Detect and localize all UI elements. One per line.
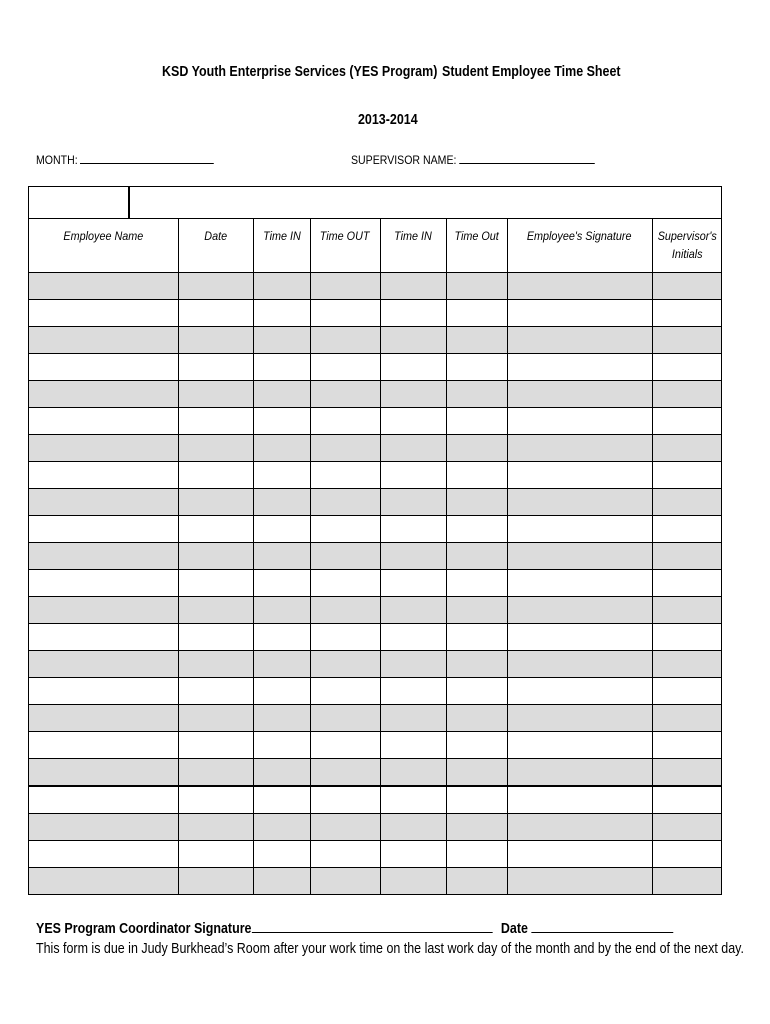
school-year: 2013-2014 <box>358 112 418 128</box>
entry-cell[interactable] <box>253 868 310 895</box>
entry-cell[interactable] <box>446 273 507 300</box>
entry-cell[interactable] <box>253 300 310 327</box>
entry-cell[interactable] <box>178 273 253 300</box>
due-date-note: This form is due in Judy Burkhead’s Room after your work time on the last work day of the month and by the end of the next day. <box>36 941 744 957</box>
entry-cell[interactable] <box>253 597 310 624</box>
entry-cell[interactable] <box>29 516 178 543</box>
entry-cell[interactable] <box>652 678 721 705</box>
table-row <box>29 381 721 408</box>
table-row <box>29 786 721 814</box>
table-row <box>29 327 721 354</box>
entry-cell[interactable] <box>507 273 652 300</box>
col-time-out-2: Time Out <box>446 219 507 273</box>
table-row <box>29 408 721 435</box>
entry-cell[interactable] <box>380 814 446 841</box>
entry-cell[interactable] <box>446 868 507 895</box>
entry-cell[interactable] <box>652 354 721 381</box>
entry-cell[interactable] <box>310 624 380 651</box>
entry-cell[interactable] <box>310 786 380 814</box>
entry-cell[interactable] <box>652 651 721 678</box>
entry-cell[interactable] <box>253 516 310 543</box>
entry-cell[interactable] <box>310 381 380 408</box>
entry-cell[interactable] <box>29 868 178 895</box>
col-employee-signature: Employee's Signature <box>507 219 652 273</box>
entry-cell[interactable] <box>178 651 253 678</box>
table-top-row <box>29 187 721 219</box>
entry-cell[interactable] <box>178 300 253 327</box>
entry-cell[interactable] <box>253 408 310 435</box>
entry-cell[interactable] <box>507 570 652 597</box>
entry-cell[interactable] <box>178 435 253 462</box>
table-row <box>29 732 721 759</box>
entry-cell[interactable] <box>310 300 380 327</box>
entry-cell[interactable] <box>29 354 178 381</box>
table-row <box>29 570 721 597</box>
entry-cell[interactable] <box>507 814 652 841</box>
entry-cell[interactable] <box>446 543 507 570</box>
entry-cell[interactable] <box>380 732 446 759</box>
entry-cell[interactable] <box>380 381 446 408</box>
table-row <box>29 516 721 543</box>
entry-cell[interactable] <box>446 705 507 732</box>
entry-cell[interactable] <box>178 705 253 732</box>
entry-cell[interactable] <box>29 300 178 327</box>
col-date: Date <box>178 219 253 273</box>
coordinator-signature-blank[interactable] <box>251 918 492 933</box>
entry-cell[interactable] <box>652 408 721 435</box>
entry-cell[interactable] <box>652 732 721 759</box>
entry-cell[interactable] <box>380 489 446 516</box>
col-employee-name: Employee Name <box>29 219 178 273</box>
entry-cell[interactable] <box>446 678 507 705</box>
entry-cell[interactable] <box>310 732 380 759</box>
month-blank-line[interactable] <box>80 152 214 164</box>
entry-cell[interactable] <box>652 705 721 732</box>
entry-cell[interactable] <box>253 841 310 868</box>
entry-cell[interactable] <box>380 786 446 814</box>
month-label: MONTH: <box>36 153 78 167</box>
entry-cell[interactable] <box>652 868 721 895</box>
entry-cell[interactable] <box>310 570 380 597</box>
entry-cell[interactable] <box>310 705 380 732</box>
entry-cell[interactable] <box>652 841 721 868</box>
entry-cell[interactable] <box>507 705 652 732</box>
entry-cell[interactable] <box>507 732 652 759</box>
entry-cell[interactable] <box>446 381 507 408</box>
table-row <box>29 597 721 624</box>
table-row <box>29 678 721 705</box>
entry-cell[interactable] <box>380 759 446 787</box>
entry-cell[interactable] <box>380 841 446 868</box>
table-row <box>29 759 721 787</box>
entry-cell[interactable] <box>380 597 446 624</box>
entry-cell[interactable] <box>310 814 380 841</box>
entry-cell[interactable] <box>446 327 507 354</box>
entry-cell[interactable] <box>446 570 507 597</box>
entry-cell[interactable] <box>253 381 310 408</box>
entry-cell[interactable] <box>253 273 310 300</box>
entry-cell[interactable] <box>446 597 507 624</box>
entry-cell[interactable] <box>380 354 446 381</box>
col-time-out-1: Time OUT <box>310 219 380 273</box>
table-row <box>29 435 721 462</box>
entry-cell[interactable] <box>178 327 253 354</box>
entry-cell[interactable] <box>380 516 446 543</box>
entry-cell[interactable] <box>507 651 652 678</box>
entry-cell[interactable] <box>380 435 446 462</box>
entry-cell[interactable] <box>652 814 721 841</box>
table-row <box>29 624 721 651</box>
entry-cell[interactable] <box>652 786 721 814</box>
entry-cell[interactable] <box>253 814 310 841</box>
entry-cell[interactable] <box>652 597 721 624</box>
entry-cell[interactable] <box>380 570 446 597</box>
entry-cell[interactable] <box>507 489 652 516</box>
entry-cell[interactable] <box>507 300 652 327</box>
entry-cell[interactable] <box>310 273 380 300</box>
entry-cell[interactable] <box>652 489 721 516</box>
entry-cell[interactable] <box>446 435 507 462</box>
date-blank[interactable] <box>531 918 673 933</box>
entry-cell[interactable] <box>507 354 652 381</box>
entry-cell[interactable] <box>29 381 178 408</box>
entry-cell[interactable] <box>29 624 178 651</box>
entry-cell[interactable] <box>380 868 446 895</box>
entry-cell[interactable] <box>310 597 380 624</box>
timesheet-rows <box>29 273 721 895</box>
table-row <box>29 868 721 895</box>
entry-cell[interactable] <box>652 624 721 651</box>
table-row <box>29 814 721 841</box>
entry-cell[interactable] <box>507 516 652 543</box>
entry-cell[interactable] <box>652 759 721 787</box>
date-label: Date <box>500 921 528 937</box>
entry-cell[interactable] <box>310 435 380 462</box>
entry-cell[interactable] <box>178 408 253 435</box>
table-row <box>29 462 721 489</box>
entry-cell[interactable] <box>29 705 178 732</box>
entry-cell[interactable] <box>446 786 507 814</box>
entry-cell[interactable] <box>310 354 380 381</box>
entry-cell[interactable] <box>507 759 652 787</box>
entry-cell[interactable] <box>178 489 253 516</box>
entry-cell[interactable] <box>446 759 507 787</box>
entry-cell[interactable] <box>253 354 310 381</box>
entry-cell[interactable] <box>380 273 446 300</box>
entry-cell[interactable] <box>29 435 178 462</box>
supervisor-name-blank-line[interactable] <box>459 152 595 164</box>
entry-cell[interactable] <box>29 841 178 868</box>
entry-cell[interactable] <box>178 570 253 597</box>
entry-cell[interactable] <box>380 705 446 732</box>
coordinator-signature-line[interactable] <box>36 918 673 937</box>
entry-cell[interactable] <box>507 327 652 354</box>
entry-cell[interactable] <box>29 543 178 570</box>
entry-cell[interactable] <box>380 300 446 327</box>
entry-cell[interactable] <box>178 814 253 841</box>
entry-cell[interactable] <box>446 408 507 435</box>
entry-cell[interactable] <box>652 435 721 462</box>
entry-cell[interactable] <box>652 327 721 354</box>
entry-cell[interactable] <box>507 597 652 624</box>
timesheet-grid <box>29 219 721 894</box>
entry-cell[interactable] <box>29 489 178 516</box>
entry-cell[interactable] <box>253 543 310 570</box>
entry-cell[interactable] <box>310 543 380 570</box>
entry-cell[interactable] <box>178 543 253 570</box>
entry-cell[interactable] <box>253 327 310 354</box>
entry-cell[interactable] <box>178 516 253 543</box>
entry-cell[interactable] <box>178 759 253 787</box>
entry-cell[interactable] <box>178 624 253 651</box>
entry-cell[interactable] <box>253 435 310 462</box>
entry-cell[interactable] <box>310 651 380 678</box>
col-supervisor-initials: Supervisor's Initials <box>652 219 721 273</box>
entry-cell[interactable] <box>446 354 507 381</box>
entry-cell[interactable] <box>380 651 446 678</box>
entry-cell[interactable] <box>310 759 380 787</box>
entry-cell[interactable] <box>446 814 507 841</box>
entry-cell[interactable] <box>310 489 380 516</box>
entry-cell[interactable] <box>310 408 380 435</box>
entry-cell[interactable] <box>652 300 721 327</box>
entry-cell[interactable] <box>178 868 253 895</box>
entry-cell[interactable] <box>253 462 310 489</box>
entry-cell[interactable] <box>253 624 310 651</box>
entry-cell[interactable] <box>652 516 721 543</box>
entry-cell[interactable] <box>29 408 178 435</box>
entry-cell[interactable] <box>507 868 652 895</box>
entry-cell[interactable] <box>178 678 253 705</box>
entry-cell[interactable] <box>652 273 721 300</box>
entry-cell[interactable] <box>652 570 721 597</box>
entry-cell[interactable] <box>178 597 253 624</box>
entry-cell[interactable] <box>310 868 380 895</box>
entry-cell[interactable] <box>29 786 178 814</box>
entry-cell[interactable] <box>253 651 310 678</box>
table-row <box>29 651 721 678</box>
column-header-row <box>29 219 721 273</box>
entry-cell[interactable] <box>29 651 178 678</box>
entry-cell[interactable] <box>446 841 507 868</box>
entry-cell[interactable] <box>253 759 310 787</box>
table-row <box>29 841 721 868</box>
entry-cell[interactable] <box>310 516 380 543</box>
entry-cell[interactable] <box>380 462 446 489</box>
entry-cell[interactable] <box>178 354 253 381</box>
supervisor-name-label: SUPERVISOR NAME: <box>351 153 457 167</box>
entry-cell[interactable] <box>446 516 507 543</box>
entry-cell[interactable] <box>178 381 253 408</box>
entry-cell[interactable] <box>253 732 310 759</box>
table-row <box>29 354 721 381</box>
entry-cell[interactable] <box>253 705 310 732</box>
entry-cell[interactable] <box>652 543 721 570</box>
table-row <box>29 489 721 516</box>
entry-cell[interactable] <box>29 678 178 705</box>
entry-cell[interactable] <box>380 624 446 651</box>
entry-cell[interactable] <box>253 489 310 516</box>
entry-cell[interactable] <box>29 570 178 597</box>
table-row <box>29 273 721 300</box>
entry-cell[interactable] <box>29 273 178 300</box>
entry-cell[interactable] <box>380 678 446 705</box>
entry-cell[interactable] <box>29 327 178 354</box>
timesheet-table <box>28 186 722 895</box>
sheet-title: Student Employee Time Sheet <box>442 64 621 80</box>
coordinator-signature-label: YES Program Coordinator Signature <box>36 921 252 937</box>
entry-cell[interactable] <box>29 732 178 759</box>
entry-cell[interactable] <box>253 570 310 597</box>
entry-cell[interactable] <box>29 814 178 841</box>
entry-cell[interactable] <box>253 786 310 814</box>
entry-cell[interactable] <box>29 759 178 787</box>
entry-cell[interactable] <box>310 462 380 489</box>
table-row <box>29 300 721 327</box>
entry-cell[interactable] <box>178 462 253 489</box>
entry-cell[interactable] <box>446 489 507 516</box>
entry-cell[interactable] <box>507 841 652 868</box>
entry-cell[interactable] <box>446 300 507 327</box>
program-title: KSD Youth Enterprise Services (YES Program) <box>162 64 438 80</box>
entry-cell[interactable] <box>446 732 507 759</box>
entry-cell[interactable] <box>507 408 652 435</box>
entry-cell[interactable] <box>507 678 652 705</box>
entry-cell[interactable] <box>178 786 253 814</box>
entry-cell[interactable] <box>178 732 253 759</box>
entry-cell[interactable] <box>652 381 721 408</box>
entry-cell[interactable] <box>380 327 446 354</box>
col-time-in-2: Time IN <box>380 219 446 273</box>
entry-cell[interactable] <box>29 597 178 624</box>
entry-cell[interactable] <box>507 624 652 651</box>
entry-cell[interactable] <box>253 678 310 705</box>
entry-cell[interactable] <box>310 841 380 868</box>
entry-cell[interactable] <box>507 786 652 814</box>
top-cell-left[interactable] <box>29 187 130 218</box>
entry-cell[interactable] <box>507 435 652 462</box>
entry-cell[interactable] <box>507 543 652 570</box>
table-row <box>29 543 721 570</box>
entry-cell[interactable] <box>446 651 507 678</box>
table-row <box>29 705 721 732</box>
entry-cell[interactable] <box>310 327 380 354</box>
month-field[interactable] <box>36 152 214 167</box>
supervisor-name-field[interactable] <box>351 152 595 167</box>
entry-cell[interactable] <box>380 408 446 435</box>
entry-cell[interactable] <box>507 381 652 408</box>
col-time-in-1: Time IN <box>253 219 310 273</box>
entry-cell[interactable] <box>380 543 446 570</box>
entry-cell[interactable] <box>652 462 721 489</box>
entry-cell[interactable] <box>446 462 507 489</box>
top-cell-right[interactable] <box>130 187 721 218</box>
entry-cell[interactable] <box>507 462 652 489</box>
entry-cell[interactable] <box>178 841 253 868</box>
entry-cell[interactable] <box>29 462 178 489</box>
entry-cell[interactable] <box>310 678 380 705</box>
entry-cell[interactable] <box>446 624 507 651</box>
